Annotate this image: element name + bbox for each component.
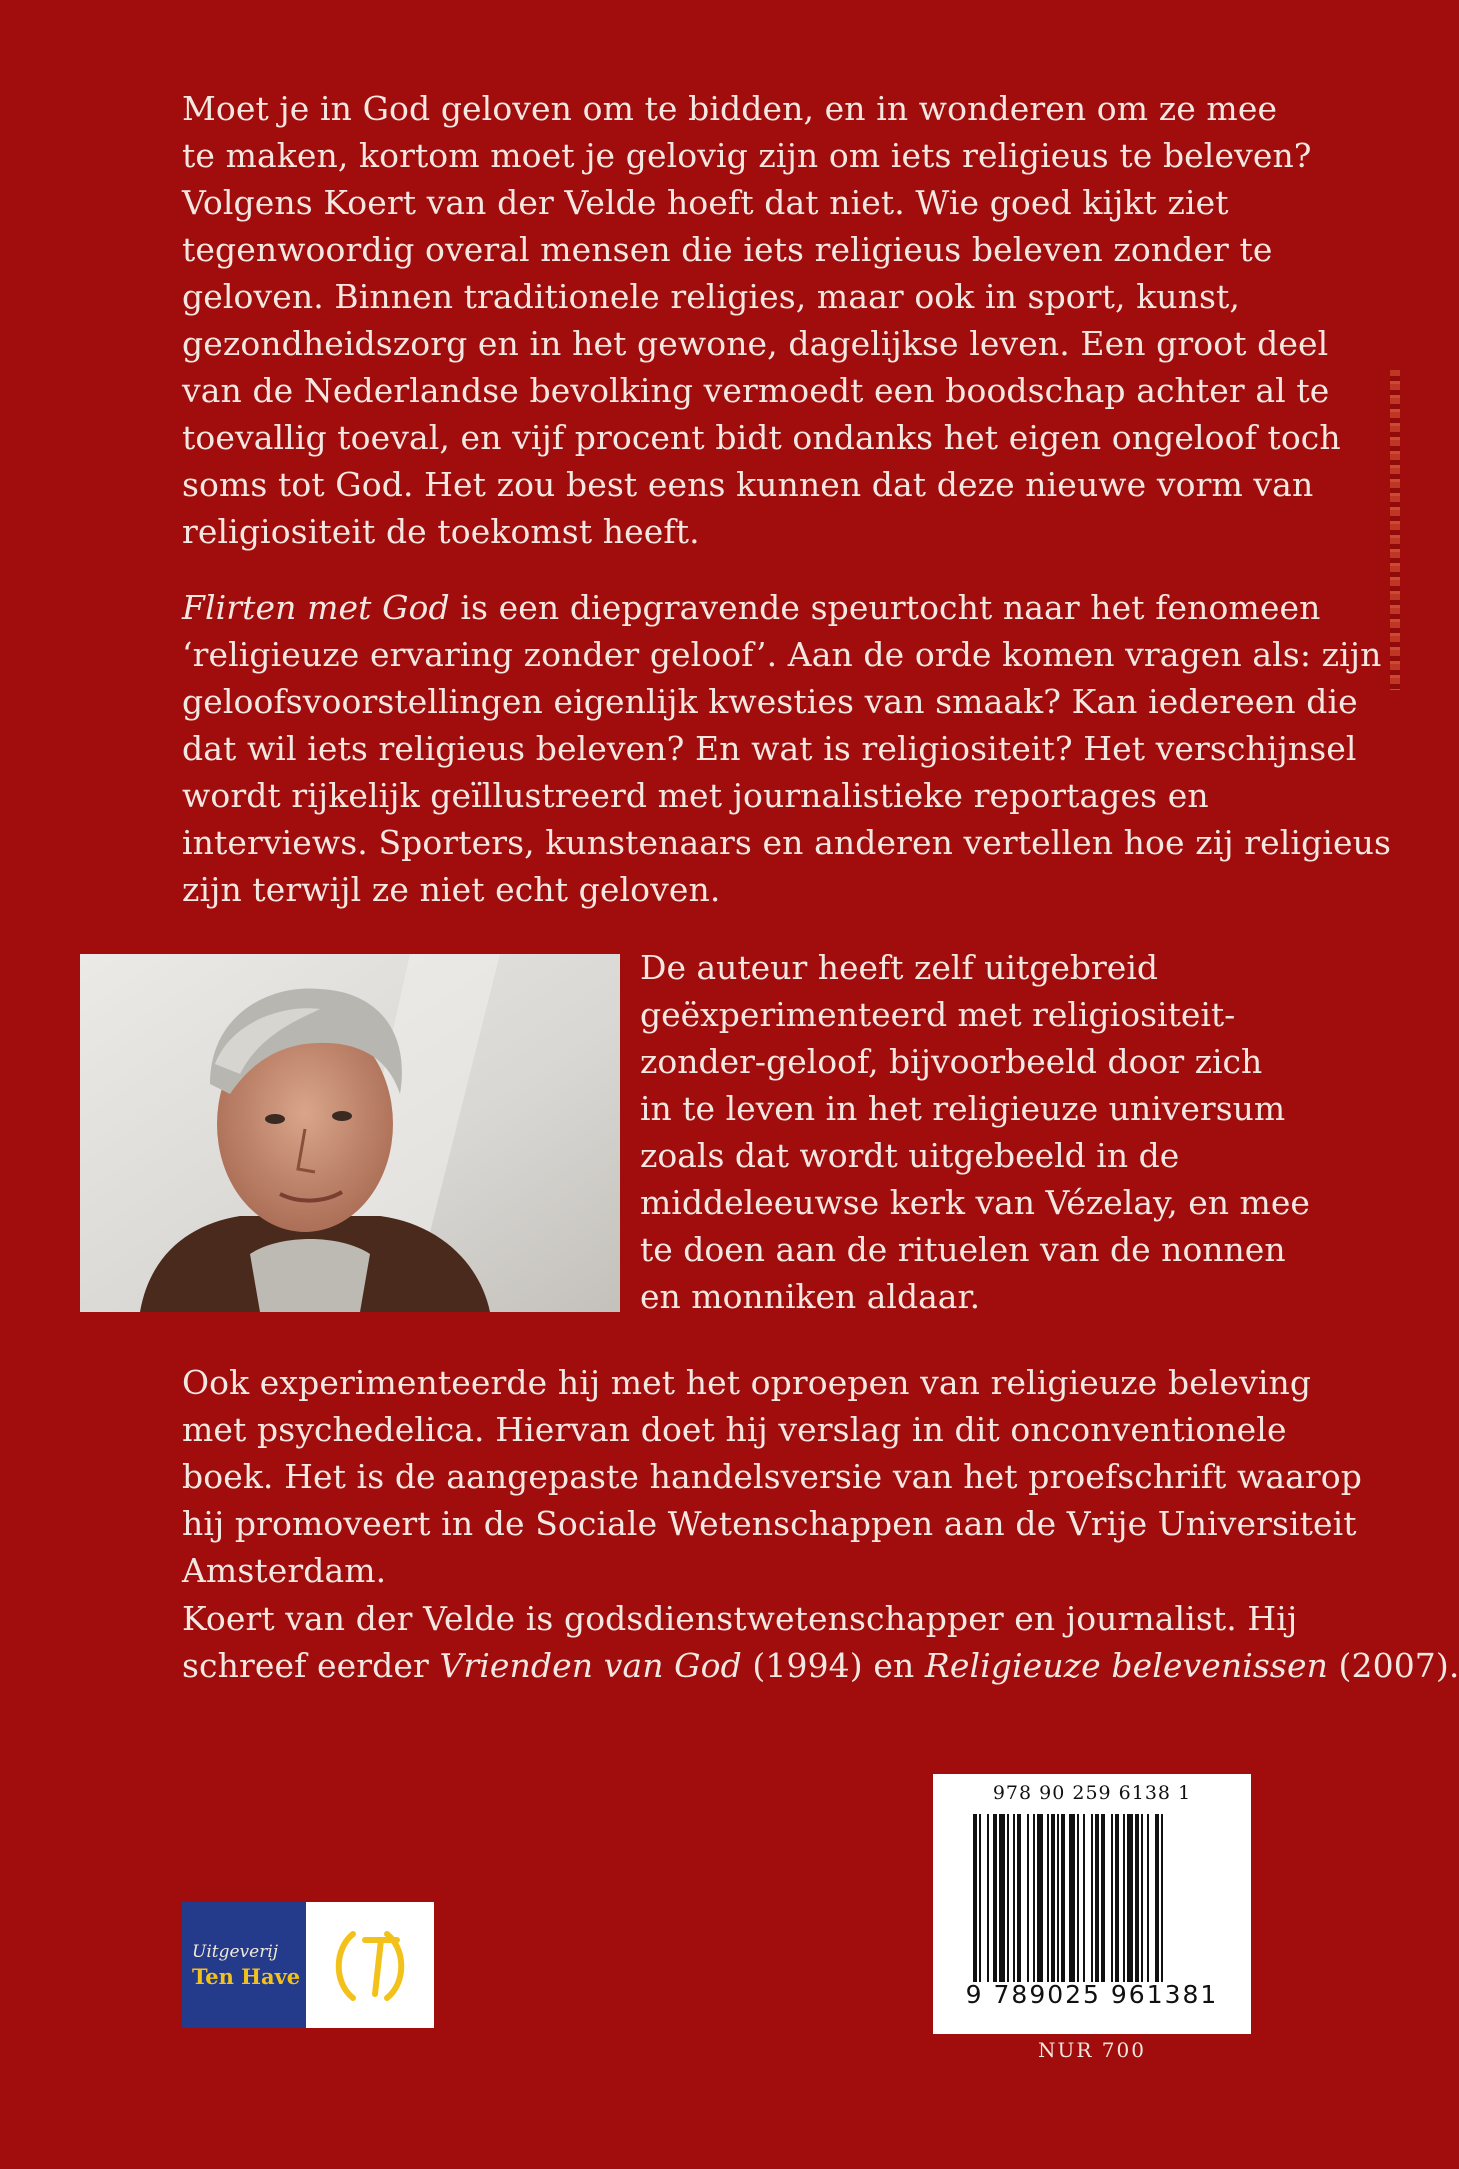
book-title: Flirten met God [182,588,450,627]
text-line: geloofsvoorstellingen eigenlijk kwesties van smaak? Kan iedereen die [182,682,1358,721]
barcode-bar [1155,1814,1159,1982]
barcode-bar [1077,1814,1079,1982]
text-line: Amsterdam. [182,1551,387,1590]
barcode-bar [1037,1814,1043,1982]
barcode-bar [1111,1814,1113,1982]
barcode-bar [1007,1814,1009,1982]
barcode-digits: 9 789025 961381 [965,1980,1219,2009]
text-line: Volgens Koert van der Velde hoeft dat niet. Wie goed kijkt ziet [182,183,1229,222]
text-line: zoals dat wordt uitgebeeld in de [640,1136,1180,1175]
text-line: in te leven in het religieuze universum [640,1089,1286,1128]
publisher-name: Ten Have [192,1963,301,1989]
text-fragment: (2007). [1327,1646,1459,1685]
text-line: zijn terwijl ze niet echt geloven. [182,870,721,909]
barcode-bar [1095,1814,1099,1982]
text-line: dat wil iets religieus beleven? En wat is religiositeit? Het verschijnsel [182,729,1357,768]
description-paragraph [182,584,1391,913]
text-line: Ook experimenteerde hij met het oproepen van religieuze beleving [182,1363,1312,1402]
barcode-bar [1017,1814,1021,1982]
text-line: hij promoveert in de Sociale Wetenschappen aan de Vrije Universiteit [182,1504,1357,1543]
barcode-bar [987,1814,989,1982]
text-line: middeleeuwse kerk van Vézelay, en mee [640,1183,1310,1222]
text-line: geëxperimenteerd met religiositeit- [640,995,1236,1034]
barcode-bar [1083,1814,1085,1982]
isbn-number: 978 90 259 6138 1 [992,1782,1192,1804]
barcode-bar [1091,1814,1093,1982]
text-line: Moet je in God geloven om te bidden, en in wonderen om ze mee [182,89,1278,128]
author-portrait-illustration [80,954,620,1312]
barcode-bar [1033,1814,1035,1982]
publisher-label: Uitgeverij [192,1941,279,1962]
barcode-bar [979,1814,981,1982]
text-line: religiositeit de toekomst heeft. [182,512,700,551]
nur-code: NUR 700 [1038,2038,1146,2062]
text-fragment: is een diepgravende speurtocht naar het fenomeen [449,588,1321,627]
text-line: geloven. Binnen traditionele religies, maar ook in sport, kunst, [182,277,1240,316]
text-line: zonder-geloof, bijvoorbeeld door zich [640,1042,1263,1081]
isbn-barcode [933,1774,1251,2034]
text-fragment: schreef eerder [182,1646,440,1685]
barcode-bar [1101,1814,1105,1982]
text-line: boek. Het is de aangepaste handelsversie van het proefschrift waarop [182,1457,1362,1496]
barcode-bars [973,1814,1211,1982]
text-line: te doen aan de rituelen van de nonnen [640,1230,1286,1269]
text-fragment: (1994) en [741,1646,925,1685]
text-line [182,1642,1459,1689]
spine-texture [1390,370,1400,690]
book-title: Vrienden van God [439,1646,742,1685]
barcode-bar [973,1814,977,1982]
publisher-logo-text [182,1902,306,2028]
intro-paragraph [182,85,1341,555]
barcode-bar [1051,1814,1055,1982]
text-line: wordt rijkelijk geïllustreerd met journalistieke reportages en [182,776,1209,815]
ten-have-emblem-icon [325,1920,415,2010]
text-line: tegenwoordig overal mensen die iets religieus beleven zonder te [182,230,1273,269]
barcode-bar [1057,1814,1059,1982]
barcode-bar [1027,1814,1029,1982]
text-line: De auteur heeft zelf uitgebreid [640,948,1158,987]
barcode-bar [1141,1814,1143,1982]
barcode-bar [1127,1814,1133,1982]
barcode-bar [1135,1814,1139,1982]
text-line: interviews. Sporters, kunstenaars en anderen vertellen hoe zij religieus [182,823,1391,862]
publisher-logo [182,1902,434,2028]
barcode-bar [1061,1814,1065,1982]
barcode-bar [1069,1814,1075,1982]
psychedelica-paragraph [182,1359,1362,1594]
barcode-bar [993,1814,997,1982]
text-line: ‘religieuze ervaring zonder geloof’. Aan de orde komen vragen als: zijn [182,635,1382,674]
barcode-bar [1123,1814,1125,1982]
publisher-emblem [306,1902,434,2028]
author-paragraph [640,944,1310,1320]
text-line [182,584,1321,631]
text-line: te maken, kortom moet je gelovig zijn om iets religieus te beleven? [182,136,1312,175]
barcode-bar [1147,1814,1149,1982]
text-line: en monniken aldaar. [640,1277,981,1316]
bio-paragraph [182,1595,1459,1689]
text-line: gezondheidszorg en in het gewone, dagelijkse leven. Een groot deel [182,324,1329,363]
barcode-bar [1013,1814,1015,1982]
text-line: met psychedelica. Hiervan doet hij verslag in dit onconventionele [182,1410,1287,1449]
barcode-bar [999,1814,1005,1982]
barcode-bar [1115,1814,1119,1982]
text-line: Koert van der Velde is godsdienstwetenschapper en journalist. Hij [182,1599,1298,1638]
book-title: Religieuze belevenissen [924,1646,1328,1685]
barcode-bar [1047,1814,1049,1982]
author-photo [80,954,620,1312]
text-line: soms tot God. Het zou best eens kunnen dat deze nieuwe vorm van [182,465,1314,504]
text-line: toevallig toeval, en vijf procent bidt ondanks het eigen ongeloof toch [182,418,1341,457]
barcode-bar [1161,1814,1163,1982]
text-line: van de Nederlandse bevolking vermoedt een boodschap achter al te [182,371,1330,410]
